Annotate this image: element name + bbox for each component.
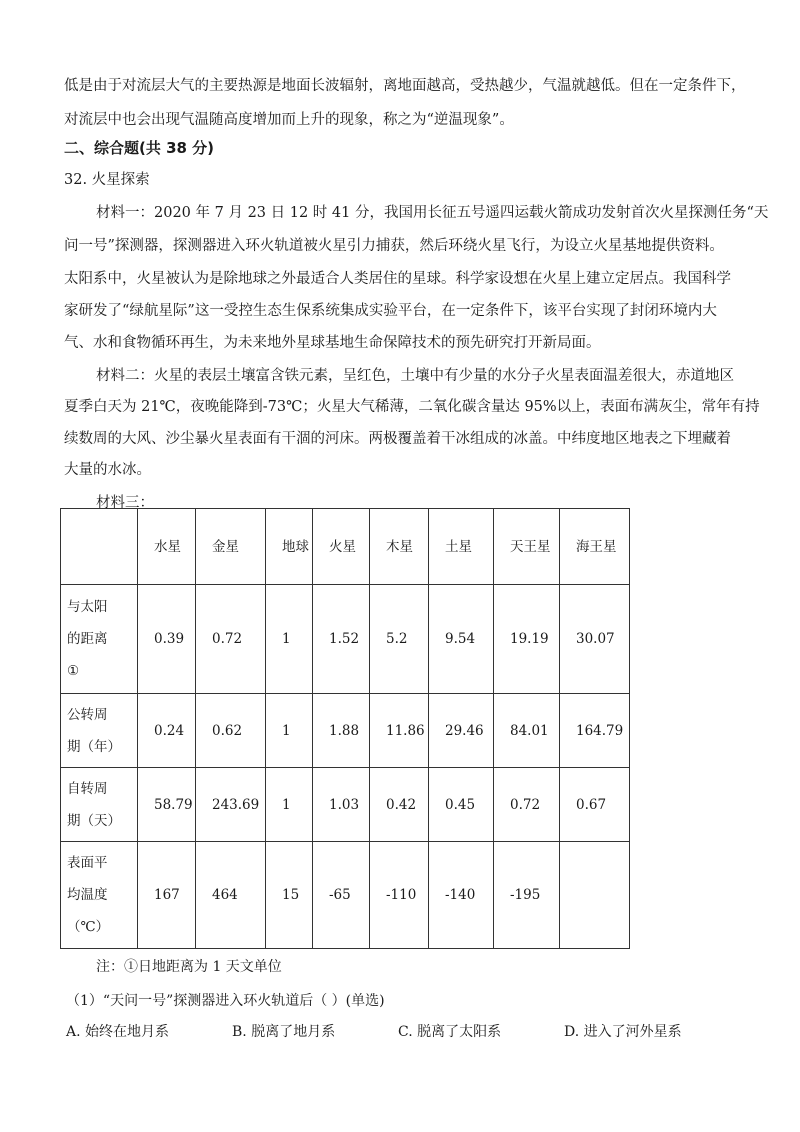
table-cell: 9.54 [429,585,494,694]
table-cell: -110 [370,842,429,949]
table-cell: 5.2 [370,585,429,694]
intro-line-2: 对流层中也会出现气温随高度增加而上升的现象，称之为“逆温现象”。 [64,112,514,128]
row-label-line: ① [67,663,80,679]
table-header-cell: 天王星 [494,509,560,585]
question-title: 32. 火星探索 [64,172,150,188]
option-d[interactable]: D. 进入了河外星系 [564,1024,682,1040]
option-c[interactable]: C. 脱离了太阳系 [398,1024,502,1040]
table-footnote: 注：①日地距离为 1 天文单位 [96,959,282,975]
table-cell: 1 [266,585,313,694]
table-cell: 464 [196,842,266,949]
table-cell: 0.62 [196,694,266,768]
row-label [61,694,138,768]
material1-line-3: 太阳系中，火星被认为是除地球之外最适合人类居住的星球。科学家设想在火星上建立定居点。我国科学 [64,271,731,287]
table-cell: -140 [429,842,494,949]
table-cell: 0.45 [429,768,494,842]
table-cell: 1.88 [313,694,370,768]
row-label-line: 表面平 [67,855,108,871]
material2-line-4: 大量的水冰。 [64,462,151,478]
option-a[interactable]: A. 始终在地月系 [66,1024,170,1040]
material3-label: 材料三： [96,495,154,511]
table-cell: 0.24 [138,694,196,768]
table-cell: 30.07 [560,585,630,694]
table-cell: -65 [313,842,370,949]
intro-line-1: 低是由于对流层大气的主要热源是地面长波辐射，离地面越高，受热越少，气温就越低。但在一定条件下， [64,78,746,94]
table-cell: 0.39 [138,585,196,694]
table-cell: -195 [494,842,560,949]
material1-line-4: 家研发了“绿航星际”这一受控生态生保系统集成实验平台，在一定条件下，该平台实现了封闭环境内大 [64,303,717,319]
planet-table [60,508,630,949]
material2-line-3: 续数周的大风、沙尘暴火星表面有干涸的河床。两极覆盖着干冰组成的冰盖。中纬度地区地表之下埋藏着 [64,431,731,447]
material2-line-2: 夏季白天为 21℃，夜晚能降到-73℃；火星大气稀薄，二氧化碳含量达 95%以上，表面布满灰尘，常年有持 [64,399,760,415]
material2-line-1: 材料二：火星的表层土壤富含铁元素，呈红色，土壤中有少量的水分子火星表面温差很大，赤道地区 [96,368,734,384]
table-cell: 1 [266,694,313,768]
table-cell: 1.52 [313,585,370,694]
table-row [61,694,630,768]
row-label-line: 均温度 [67,887,108,903]
table-cell: 1 [266,768,313,842]
table-header-cell: 木星 [370,509,429,585]
table-header-cell: 土星 [429,509,494,585]
table-cell: 15 [266,842,313,949]
row-label-line: 公转周 [67,706,108,723]
subquestion-text: （1）“天问一号”探测器进入环火轨道后（ ）(单选) [66,993,385,1009]
row-label-line: 与太阳 [67,599,108,615]
table-cell: 0.42 [370,768,429,842]
material1-line-5: 气、水和食物循环再生，为未来地外星球基地生命保障技术的预先研究打开新局面。 [64,335,601,351]
table-cell: 11.86 [370,694,429,768]
table-cell: 58.79 [138,768,196,842]
table-row [61,768,630,842]
table-header-cell [61,509,138,585]
table-cell: 0.72 [196,585,266,694]
table-cell: 167 [138,842,196,949]
table-cell: 243.69 [196,768,266,842]
table-cell: 0.67 [560,768,630,842]
row-label-line: 的距离 [67,631,108,647]
material1-line-2: 问一号”探测器，探测器进入环火轨道被火星引力捕获，然后环绕火星飞行，为设立火星基地提供资料。 [64,238,724,254]
section-heading: 二、综合题(共 38 分) [64,139,215,157]
table-header-cell: 地球 [266,509,313,585]
row-label [61,585,138,694]
row-label [61,768,138,842]
option-b[interactable]: B. 脱离了地月系 [232,1024,336,1040]
row-label-line: 自转周 [67,780,108,797]
table-cell: 19.19 [494,585,560,694]
table-cell: 1.03 [313,768,370,842]
table-header-cell: 金星 [196,509,266,585]
table-row [61,842,630,949]
table-cell: 29.46 [429,694,494,768]
row-label-line: （℃） [67,919,110,935]
table-header-cell: 海王星 [560,509,630,585]
table-header-cell: 火星 [313,509,370,585]
row-label-line: 期（年） [67,738,121,755]
table-cell: 84.01 [494,694,560,768]
table-cell [560,842,630,949]
row-label-line: 期（天） [67,812,121,829]
table-header-row [61,509,630,585]
material1-line-1: 材料一：2020 年 7 月 23 日 12 时 41 分，我国用长征五号遥四运载火箭成功发射首次火星探测任务“天 [96,205,769,221]
table-cell: 0.72 [494,768,560,842]
table-header-cell: 水星 [138,509,196,585]
table-row [61,585,630,694]
row-label [61,842,138,949]
table-cell: 164.79 [560,694,630,768]
